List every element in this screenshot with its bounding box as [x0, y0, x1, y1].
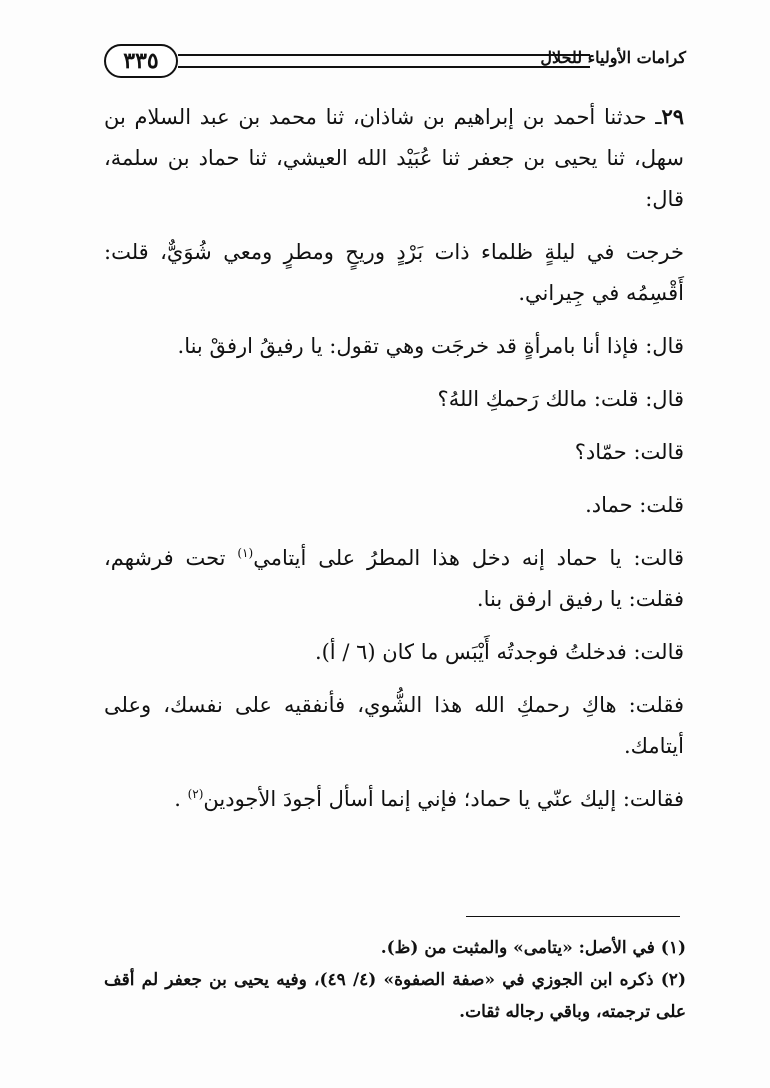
- isnad-text: ـ حدثنا أحمد بن إبراهيم بن شاذان، ثنا محمد بن عبد السلام بن سهل، ثنا يحيى بن جعفر ثنا عُبَيْد الله العيشي، ثنا حماد بن سلمة، قال:: [104, 105, 684, 211]
- paragraph-text: تحت فرشهم، فقلت: يا رفيق ارفق بنا.: [104, 546, 684, 611]
- paragraph: [104, 779, 684, 820]
- paragraph: قالت: حمّاد؟: [574, 440, 684, 464]
- paragraph: فقلت: هاكِ رحمكِ الله هذا الشُّوي، فأنفقيه على نفسك، وعلى أيتامك.: [104, 693, 684, 758]
- running-title: كرامات الأولياء للخلال: [540, 48, 686, 67]
- paragraph-text: قالت: يا حماد إنه دخل هذا المطرُ على أيتامي: [253, 546, 684, 570]
- footnote-1: (١) في الأصل: «يتامى» والمثبت من (ظ).: [380, 938, 686, 958]
- hadith-number: ٢٩: [661, 104, 684, 129]
- header-divider: [178, 54, 590, 68]
- paragraph: قال: فإذا أنا بامرأةٍ قد خرجَت وهي تقول: يا رفيقُ ارفقْ بنا.: [177, 334, 684, 358]
- main-text: [104, 96, 684, 832]
- page-header: [104, 44, 686, 84]
- footnote-ref: (١): [237, 546, 254, 560]
- footnote-2: (٢) ذكره ابن الجوزي في «صفة الصفوة» (٤/ ٤٩)، وفيه يحيى بن جعفر لم أقف على ترجمته، وباقي رجاله ثقات.: [104, 970, 686, 1022]
- paragraph: خرجت في ليلةٍ ظلماء ذات بَرْدٍ وريحٍ ومطرٍ ومعي شُوَيٌّ، قلت: أَقْسِمُه في جِيراني.: [104, 240, 684, 305]
- paragraph: قال: قلت: مالك رَحمكِ اللهُ؟: [437, 387, 684, 411]
- footnote-ref: (٢): [187, 787, 204, 801]
- footnotes: [104, 932, 686, 1028]
- paragraph: [104, 538, 684, 620]
- paragraph-29: [104, 96, 684, 220]
- paragraph: قلت: حماد.: [585, 493, 684, 517]
- paragraph-text: .: [174, 787, 188, 811]
- paragraph: قالت: فدخلتُ فوجدتُه أَيْبَس ما كان (٦ / أ).: [314, 640, 684, 664]
- footnote-divider: [466, 916, 680, 917]
- paragraph-text: فقالت: إليك عنّي يا حماد؛ فإني إنما أسأل أجودَ الأجودين: [203, 787, 684, 811]
- page-number: ٣٣٥: [104, 44, 178, 78]
